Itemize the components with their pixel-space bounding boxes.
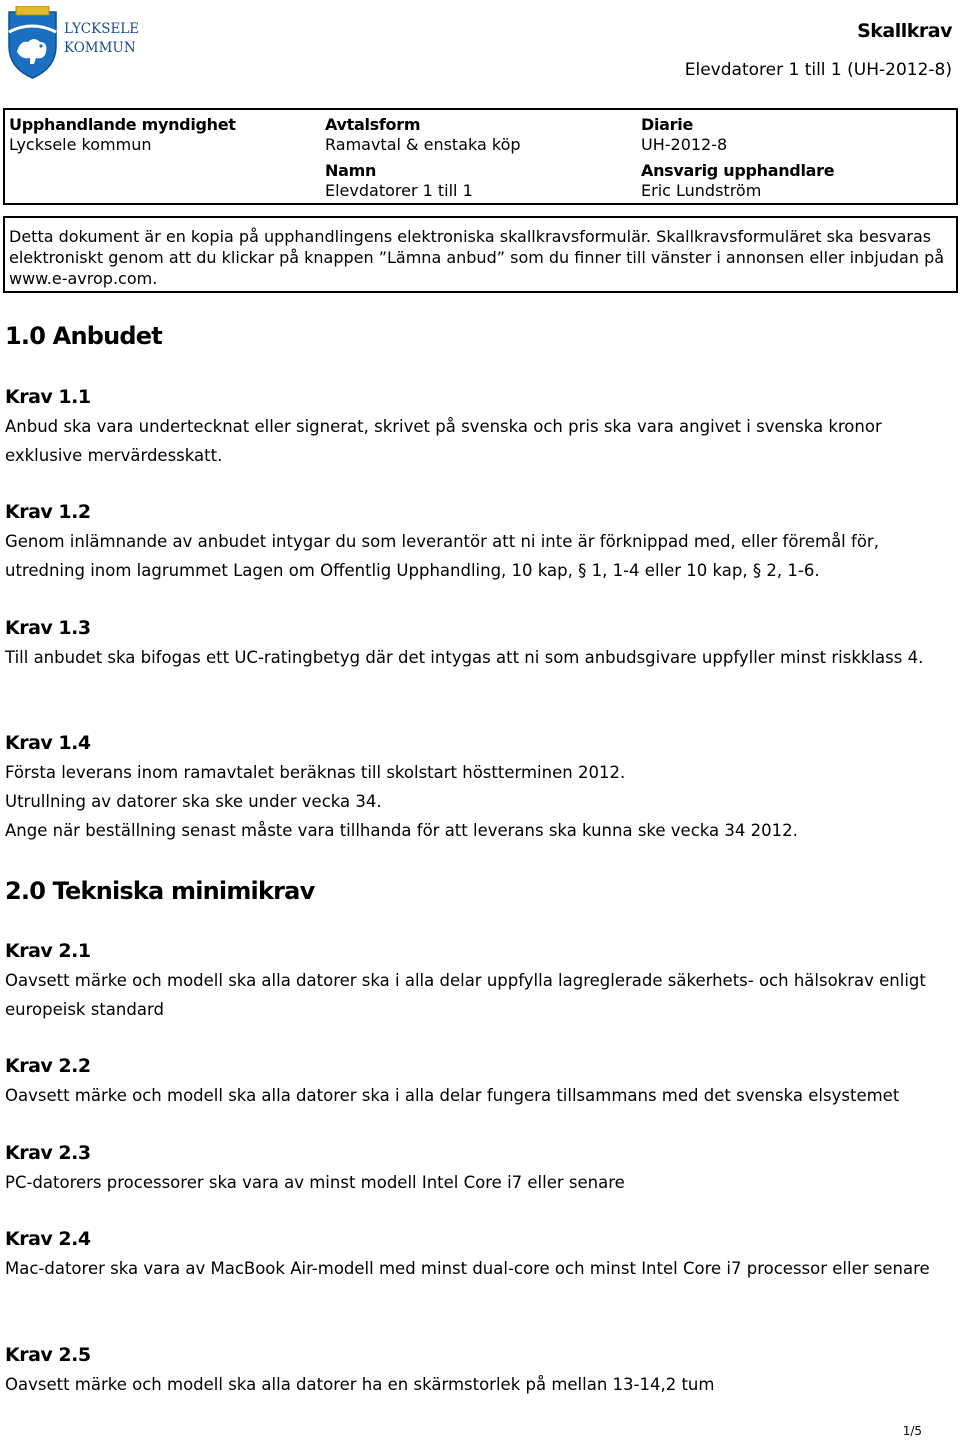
diary-cell [637,109,957,204]
document-subtitle: Elevdatorer 1 till 1 (UH-2012-8) [684,60,952,80]
agreement-label: Avtalsform [325,115,421,134]
requirement-title: Krav 2.2 [5,1055,91,1077]
authority-value: Lycksele kommun [9,135,152,154]
name-label: Namn [325,161,377,180]
section-title: 2.0 Tekniska minimikrav [5,877,315,905]
requirement-text: Anbud ska vara undertecknat eller signerat, skrivet på svenska och pris ska vara angivet i svenska kronor exklusive mervärdesskatt. [5,417,882,465]
requirement-text: PC-datorers processorer ska vara av minst modell Intel Core i7 eller senare [5,1173,625,1192]
section-title: 1.0 Anbudet [5,322,162,350]
requirement-title: Krav 1.4 [5,732,91,754]
requirement-item [5,500,950,585]
requirement-text: Genom inlämnande av anbudet intygar du som leverantör att ni inte är förknippad med, eller föremål för, utredning inom lagrummet Lagen om Offentlig Upphandling, 10 kap, § 1, 1-4 eller 10 kap, § 2, 1-6. [5,532,879,580]
logo-text-line1: LYCKSELE [64,21,140,37]
lycksele-kommun-logo [4,6,144,80]
responsible-label: Ansvarig upphandlare [641,161,835,180]
requirement-text: Oavsett märke och modell ska alla datorer ska i alla delar uppfylla lagreglerade säkerhets- och hälsokrav enligt europeisk standard [5,971,926,1019]
agreement-value: Ramavtal & enstaka köp [325,135,521,154]
requirement-item [5,939,950,1024]
coat-of-arms-icon [4,6,144,80]
requirement-item [5,1054,950,1110]
requirement-item [5,1343,950,1399]
requirement-title: Krav 1.3 [5,617,91,639]
requirement-item [5,731,950,845]
requirement-text-line: Första leverans inom ramavtalet beräknas till skolstart höstterminen 2012. [5,763,626,782]
name-value: Elevdatorer 1 till 1 [325,181,473,200]
page-number: 1/5 [902,1424,922,1438]
requirement-title: Krav 2.5 [5,1344,91,1366]
requirement-item [5,385,950,470]
requirement-text: Till anbudet ska bifogas ett UC-ratingbetyg där det intygas att ni som anbudsgivare uppfyller minst riskklass 4. [5,648,924,667]
requirement-title: Krav 2.1 [5,940,91,962]
document-type-title: Skallkrav [857,20,952,42]
notice-box: Detta dokument är en kopia på upphandlingens elektroniska skallkravsformulär. Skallkravsformuläret ska besvaras elektroniskt genom att du klickar på knappen ”Lämna anbud” som du finner till vänster i annonsen eller inbjudan på www.e-avrop.com. [3,216,958,293]
requirement-text-line: Ange när beställning senast måste vara tillhanda för att leverans ska kunna ske vecka 34 2012. [5,821,798,840]
requirement-text [5,758,950,845]
requirement-text-line: Utrullning av datorer ska ske under vecka 34. [5,792,382,811]
agreement-cell [321,109,637,204]
requirement-item [5,1227,950,1283]
requirement-text: Oavsett märke och modell ska alla datorer ha en skärmstorlek på mellan 13-14,2 tum [5,1375,715,1394]
requirement-item [5,1141,950,1197]
logo-text-line2: KOMMUN [64,40,136,56]
requirement-title: Krav 1.1 [5,386,91,408]
diary-label: Diarie [641,115,693,134]
requirement-text: Oavsett märke och modell ska alla datorer ska i alla delar fungera tillsammans med det svenska elsystemet [5,1086,900,1105]
authority-cell [4,109,321,204]
requirement-title: Krav 2.4 [5,1228,91,1250]
procurement-info-table [3,108,958,205]
requirement-item [5,616,950,672]
responsible-value: Eric Lundström [641,181,762,200]
diary-value: UH-2012-8 [641,135,728,154]
requirement-text: Mac-datorer ska vara av MacBook Air-modell med minst dual-core och minst Intel Core i7 processor eller senare [5,1259,930,1278]
requirement-title: Krav 1.2 [5,501,91,523]
requirement-title: Krav 2.3 [5,1142,91,1164]
authority-label: Upphandlande myndighet [9,115,236,134]
